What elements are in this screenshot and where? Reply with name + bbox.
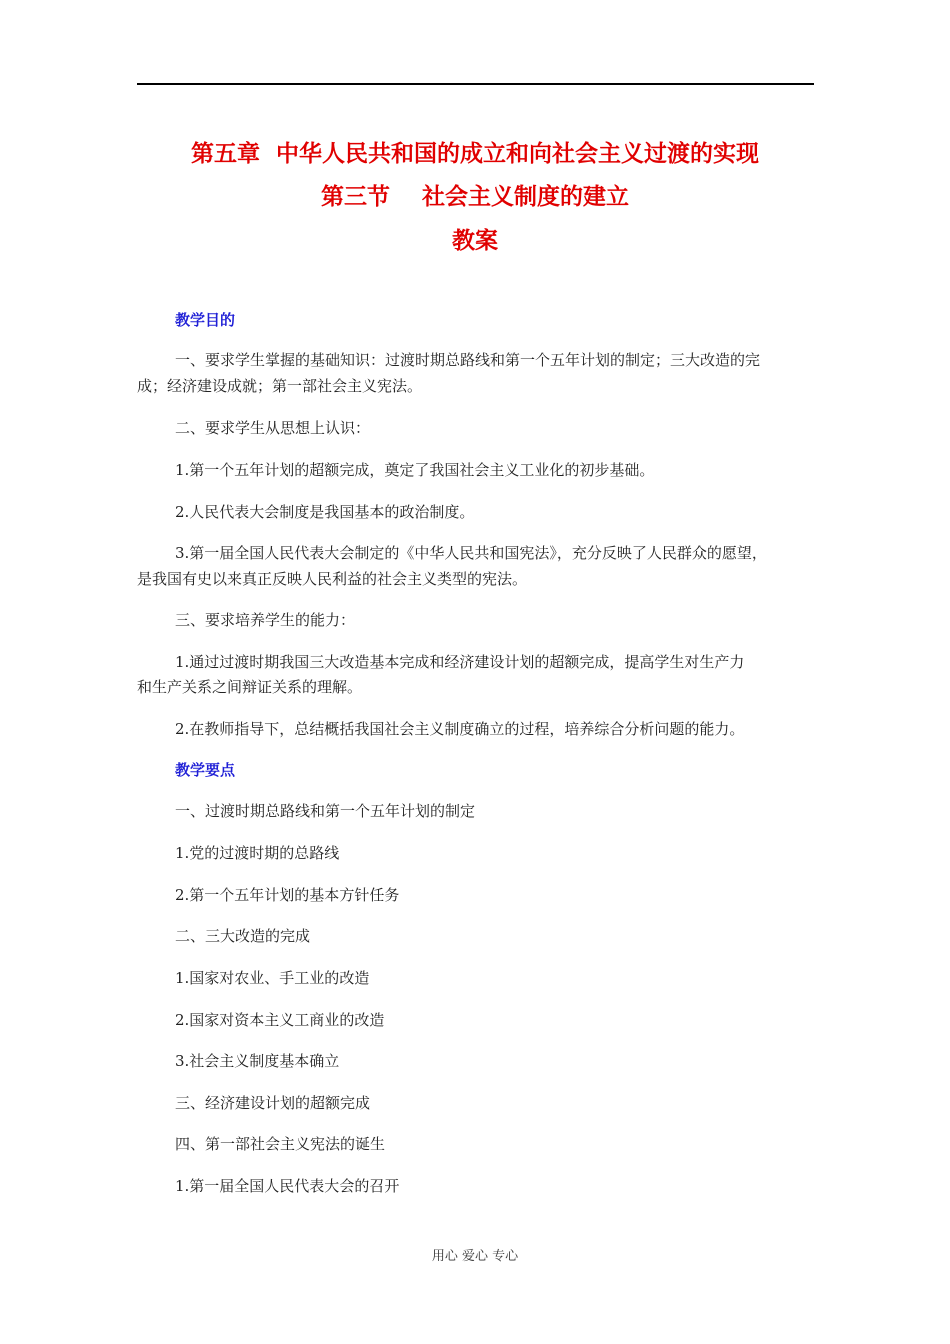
objective-paragraph-3: 1.第一个五年计划的超额完成，奠定了我国社会主义工业化的初步基础。 [175, 461, 655, 479]
objective-paragraph-7-cont: 和生产关系之间辩证关系的理解。 [137, 678, 363, 696]
key-points-heading: 教学要点 [175, 761, 236, 779]
key-point-item: 1.党的过渡时期的总路线 [175, 844, 340, 862]
chapter-title: 第五章 中华人民共和国的成立和向社会主义过渡的实现 [190, 140, 759, 167]
key-point-item: 2.国家对资本主义工商业的改造 [175, 1011, 385, 1029]
header-rule [137, 83, 814, 85]
key-point-item: 四、第一部社会主义宪法的诞生 [175, 1135, 386, 1153]
doc-type-title: 教案 [452, 227, 498, 254]
key-point-item: 3.社会主义制度基本确立 [175, 1052, 340, 1070]
key-point-item: 2.第一个五年计划的基本方针任务 [175, 886, 400, 904]
key-point-item: 三、经济建设计划的超额完成 [175, 1094, 371, 1112]
objective-paragraph-7: 1.通过过渡时期我国三大改造基本完成和经济建设计划的超额完成，提高学生对生产力 [175, 653, 745, 671]
objective-paragraph-8: 2.在教师指导下，总结概括我国社会主义制度确立的过程，培养综合分析问题的能力。 [175, 720, 745, 738]
key-point-item: 二、三大改造的完成 [175, 927, 311, 945]
objectives-heading: 教学目的 [175, 311, 236, 329]
objective-paragraph-4: 2.人民代表大会制度是我国基本的政治制度。 [175, 503, 475, 521]
key-point-item: 1.第一届全国人民代表大会的召开 [175, 1177, 400, 1195]
objective-paragraph-5-cont: 是我国有史以来真正反映人民利益的社会主义类型的宪法。 [137, 570, 528, 588]
section-title: 第三节 社会主义制度的建立 [320, 183, 630, 210]
objective-paragraph-2: 二、要求学生从思想上认识： [175, 419, 371, 437]
page-footer: 用心 爱心 专心 [431, 1249, 519, 1264]
objective-paragraph-6: 三、要求培养学生的能力： [175, 611, 356, 629]
objective-paragraph-1: 一、要求学生掌握的基础知识：过渡时期总路线和第一个五年计划的制定；三大改造的完 [175, 351, 761, 369]
objective-paragraph-1-cont: 成；经济建设成就；第一部社会主义宪法。 [137, 377, 423, 395]
objective-paragraph-5: 3.第一届全国人民代表大会制定的《中华人民共和国宪法》，充分反映了人民群众的愿望， [175, 544, 767, 562]
key-point-item: 1.国家对农业、手工业的改造 [175, 969, 370, 987]
key-point-item: 一、过渡时期总路线和第一个五年计划的制定 [175, 802, 476, 820]
